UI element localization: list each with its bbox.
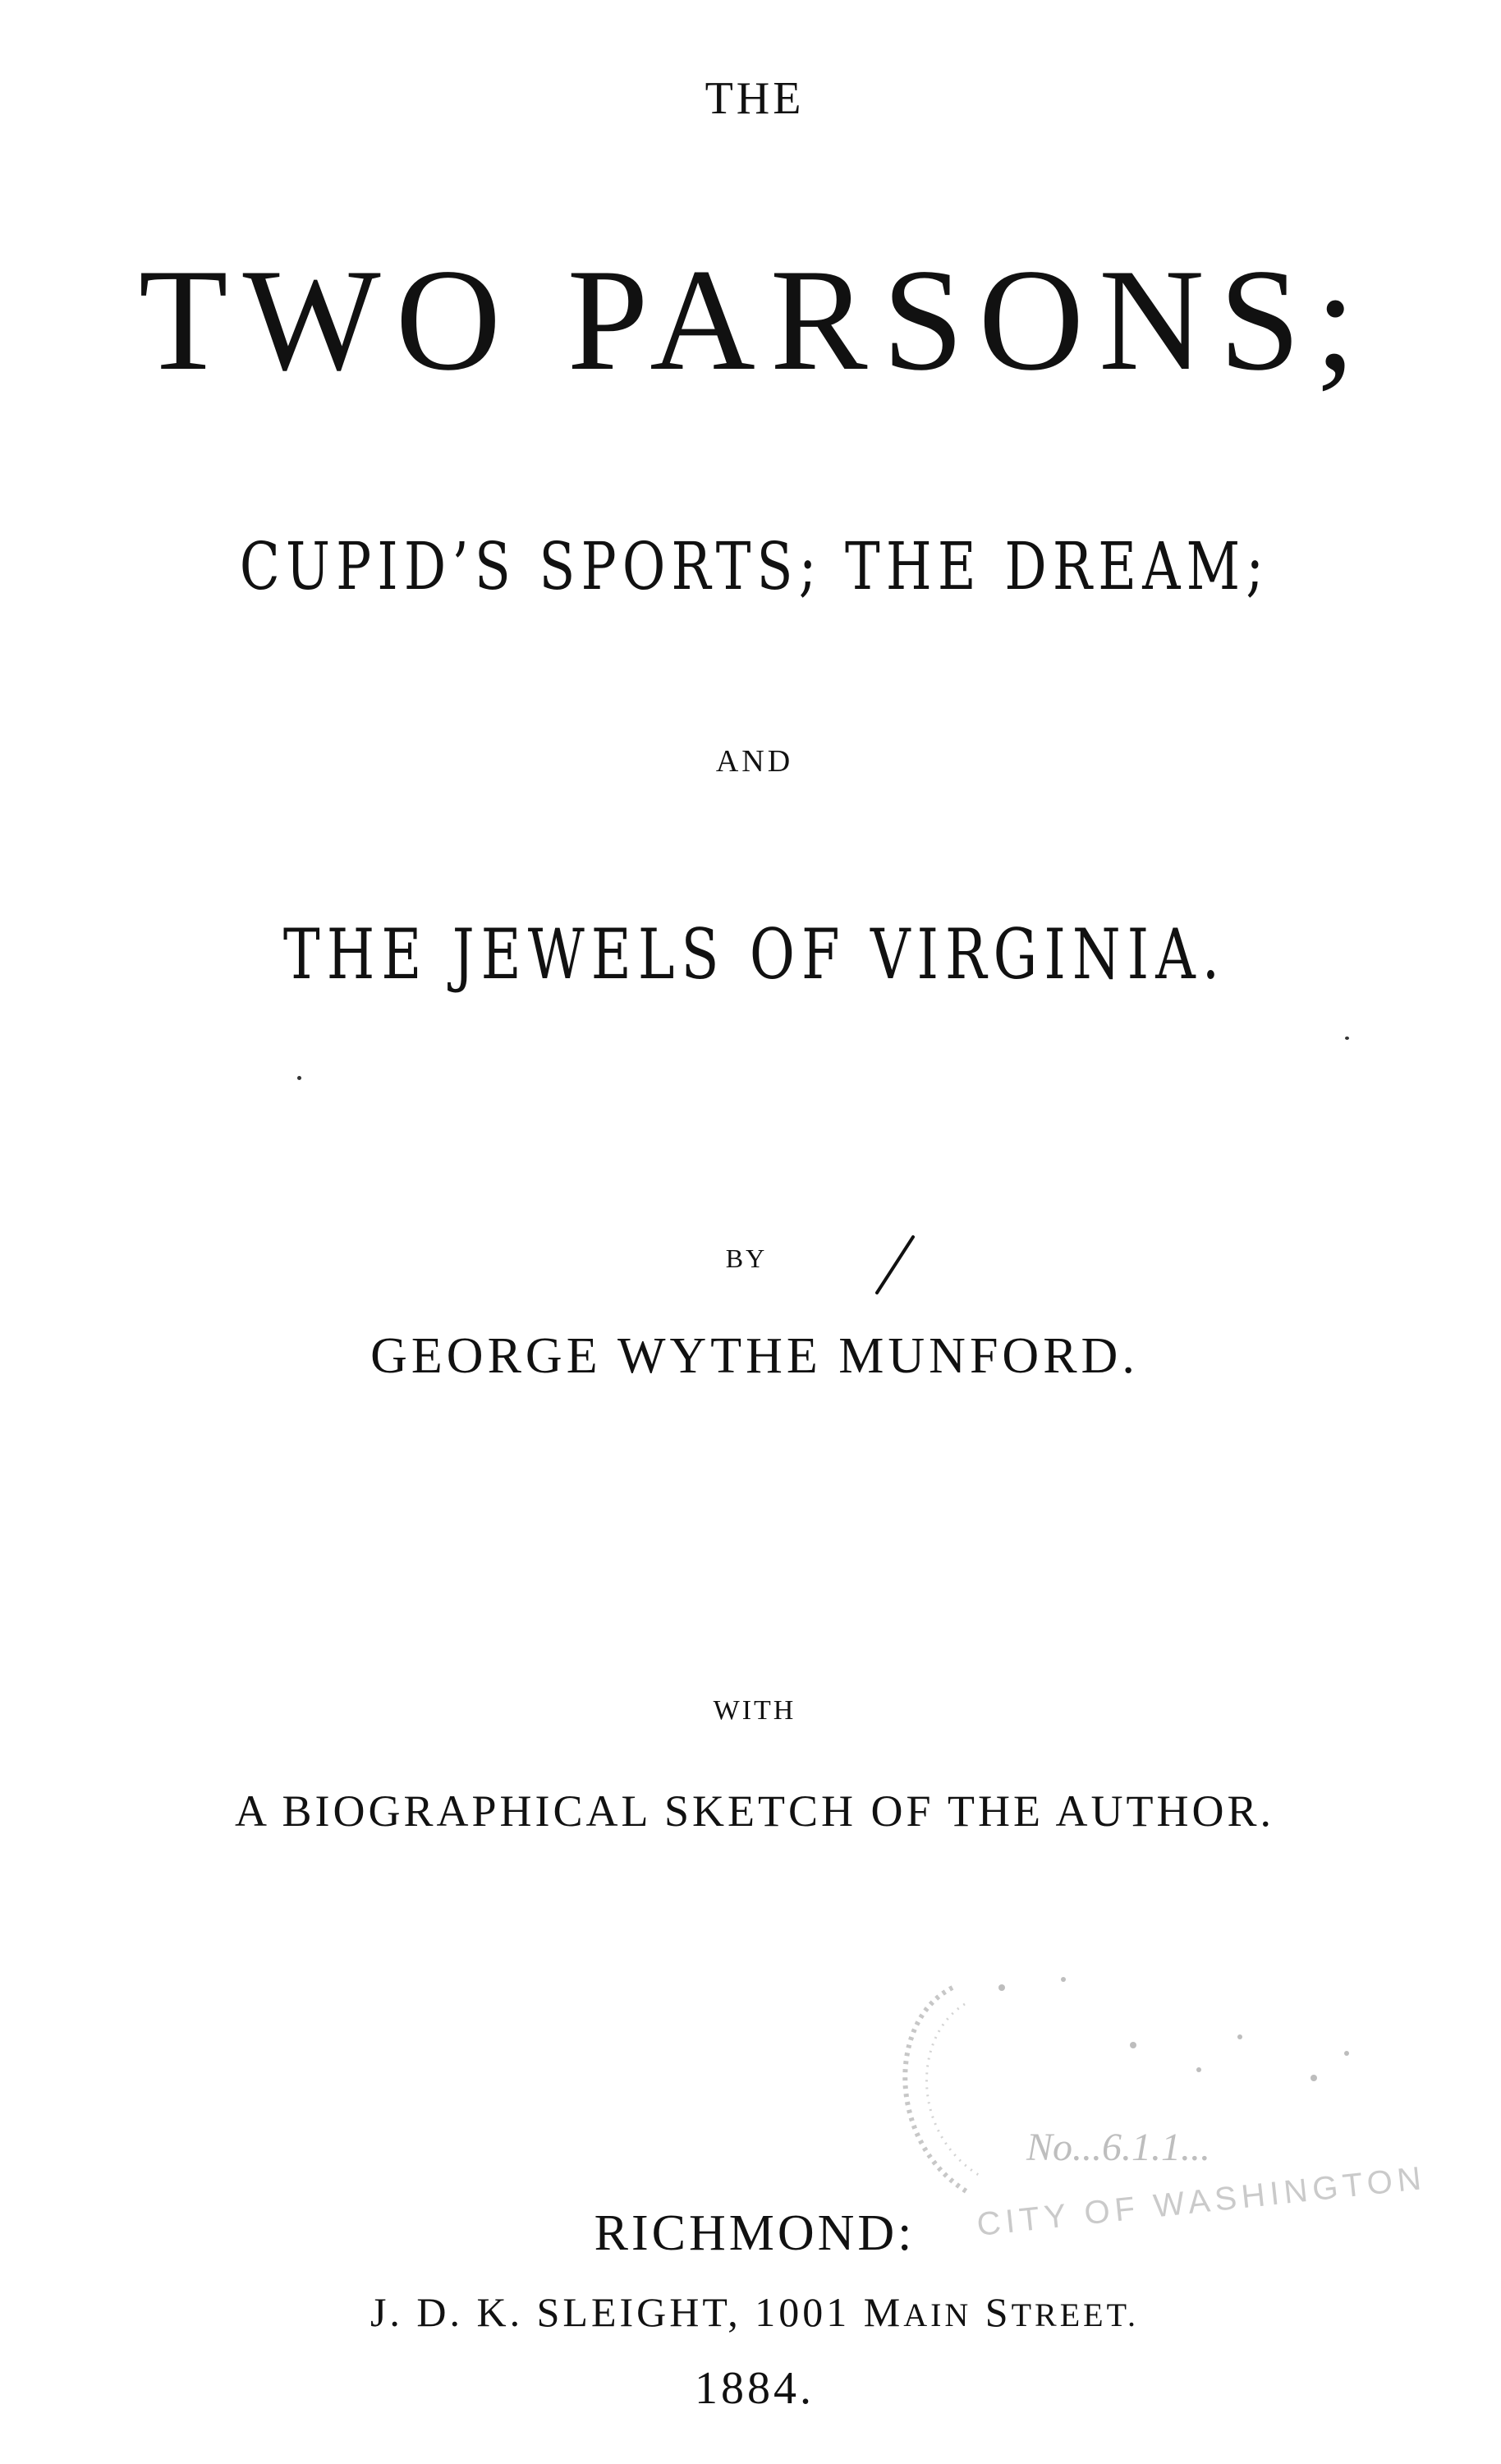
- stamp-number: No...6.1.1...: [1026, 2126, 1211, 2169]
- street-ain: AIN: [903, 2296, 972, 2333]
- conjunction-and: AND: [715, 744, 794, 779]
- stamp-ring-text: CITY OF WASHINGTON: [975, 2159, 1428, 2243]
- biographical-sketch-line: A BIOGRAPHICAL SKETCH OF THE AUTHOR.: [234, 1786, 1275, 1836]
- subtitle-line-1: CUPID’S SPORTS; THE DREAM;: [239, 528, 1270, 605]
- print-speck: [1345, 1037, 1349, 1040]
- publisher-line: [8, 2289, 1501, 2335]
- main-title: TWO PARSONS;: [138, 238, 1371, 401]
- street-treet: TREET.: [1011, 2296, 1140, 2333]
- library-stamp: [854, 1955, 1428, 2250]
- print-speck: [297, 1076, 301, 1080]
- pencil-slash-mark: [870, 1232, 920, 1298]
- street-s: S: [985, 2289, 1012, 2335]
- street-m: M: [863, 2289, 904, 2335]
- publisher-name: J. D. K. SLEIGHT, 1001: [370, 2289, 851, 2335]
- subtitle-line-2: THE JEWELS OF VIRGINIA.: [282, 914, 1227, 995]
- publication-city: RICHMOND:: [594, 2205, 916, 2261]
- author-name: GEORGE WYTHE MUNFORD.: [370, 1328, 1139, 1384]
- title-article: THE: [705, 73, 805, 124]
- byline-by: BY: [725, 1243, 768, 1273]
- publication-year: 1884.: [695, 2363, 815, 2414]
- with-word: WITH: [713, 1695, 796, 1726]
